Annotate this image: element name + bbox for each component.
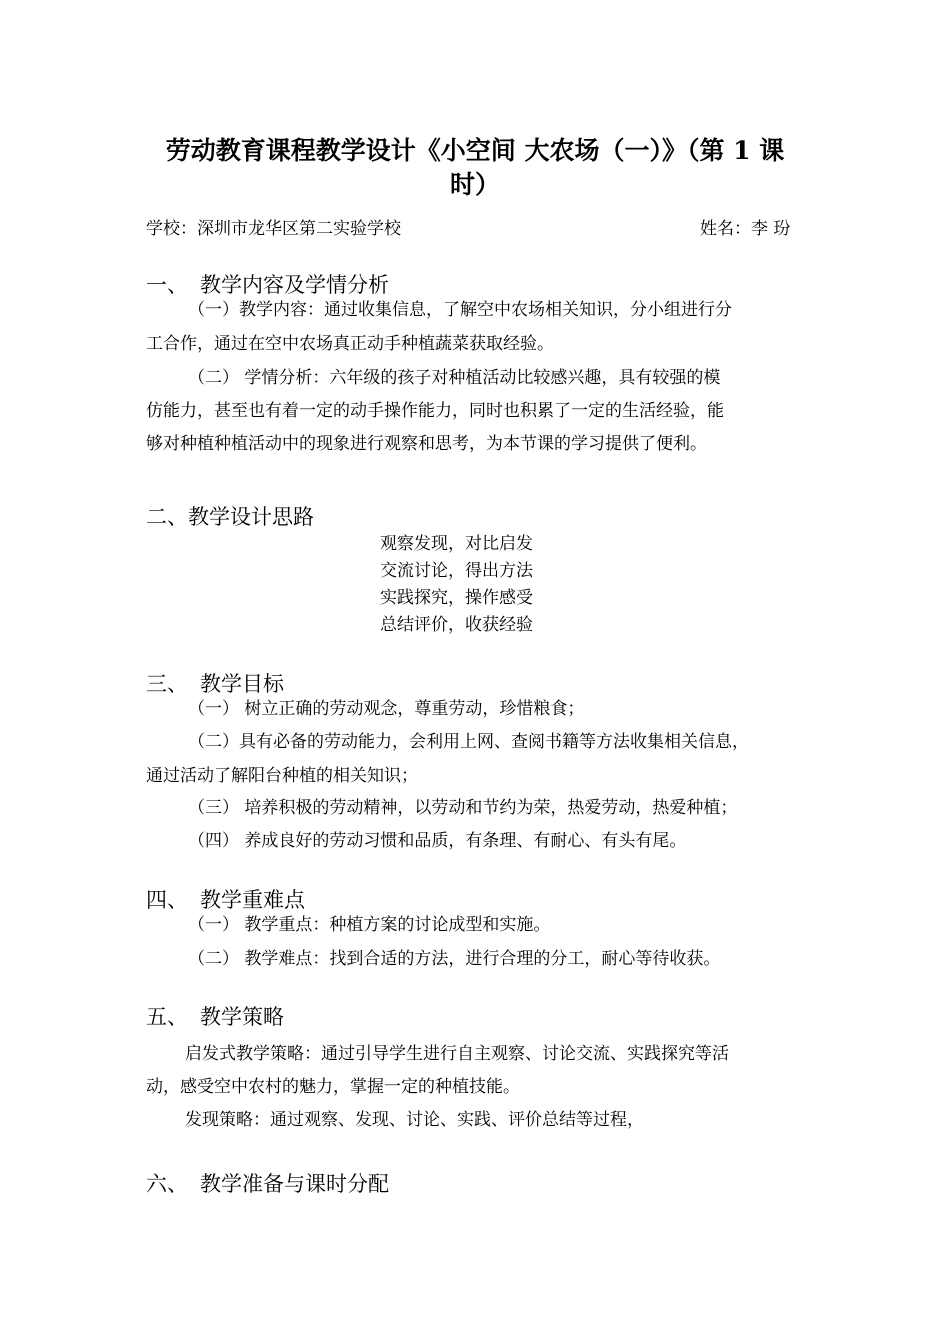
key-point-item: （一） 教学重点：种植方案的讨论成型和实施。 [188, 915, 551, 935]
paragraph-line: 发现策略：通过观察、发现、讨论、实践、评价总结等过程， [185, 1110, 644, 1130]
paragraph-line: 动，感受空中农村的魅力，掌握一定的种植技能。 [146, 1077, 520, 1097]
design-idea-list [380, 531, 533, 639]
section-number: 三、 [146, 672, 188, 696]
section-6-heading [146, 1170, 389, 1198]
section-title: 教学内容及学情分析 [200, 273, 389, 297]
paragraph-line: 启发式教学策略：通过引导学生进行自主观察、讨论交流、实践探究等活 [185, 1044, 729, 1064]
paragraph-line: 仿能力，甚至也有着一定的动手操作能力，同时也积累了一定的生活经验，能 [146, 401, 724, 421]
section-number: 六、 [146, 1172, 188, 1196]
design-idea-line: 总结评价，收获经验 [380, 615, 533, 635]
section-title: 教学准备与课时分配 [200, 1172, 389, 1196]
paragraph-line: （一）教学内容：通过收集信息，了解空中农场相关知识，分小组进行分 [188, 300, 732, 320]
goal-item: （二）具有必备的劳动能力，会利用上网、查阅书籍等方法收集相关信息， [188, 732, 749, 752]
key-point-item: （二） 教学难点：找到合适的方法，进行合理的分工，耐心等待收获。 [188, 949, 721, 969]
school-label: 学校：深圳市龙华区第二实验学校 [146, 219, 401, 239]
author-label: 姓名：李 玢 [700, 219, 791, 239]
section-3-heading [146, 670, 284, 698]
section-title: 教学策略 [200, 1005, 284, 1029]
design-idea-line: 观察发现，对比启发 [380, 534, 533, 554]
document-title-line-2: 时） [449, 170, 500, 199]
goal-item: （四） 养成良好的劳动习惯和品质，有条理、有耐心、有头有尾。 [188, 831, 687, 851]
goal-item: （三） 培养积极的劳动精神，以劳动和节约为荣，热爱劳动，热爱种植； [188, 798, 738, 818]
goal-item-continuation: 通过活动了解阳台种植的相关知识； [146, 766, 418, 786]
section-number: 四、 [146, 888, 188, 912]
section-4-heading [146, 886, 305, 914]
document-title-line-1: 劳动教育课程教学设计《小空间 大农场（一）》（第 1 课 [165, 136, 785, 165]
section-number: 五、 [146, 1005, 188, 1029]
paragraph-line: （二） 学情分析：六年级的孩子对种植活动比较感兴趣，具有较强的模 [188, 368, 721, 388]
section-title: 教学重难点 [200, 888, 305, 912]
section-2-heading: 二、教学设计思路 [146, 505, 314, 529]
design-idea-line: 实践探究，操作感受 [380, 588, 533, 608]
section-1-heading [146, 271, 389, 299]
paragraph-line: 工合作，通过在空中农场真正动手种植蔬菜获取经验。 [146, 334, 554, 354]
section-number: 一、 [146, 273, 188, 297]
section-5-heading [146, 1003, 284, 1031]
goal-item: （一） 树立正确的劳动观念，尊重劳动，珍惜粮食； [188, 699, 585, 719]
paragraph-line: 够对种植种植活动中的现象进行观察和思考，为本节课的学习提供了便利。 [146, 434, 707, 454]
section-title: 教学目标 [200, 672, 284, 696]
design-idea-line: 交流讨论，得出方法 [380, 561, 533, 581]
